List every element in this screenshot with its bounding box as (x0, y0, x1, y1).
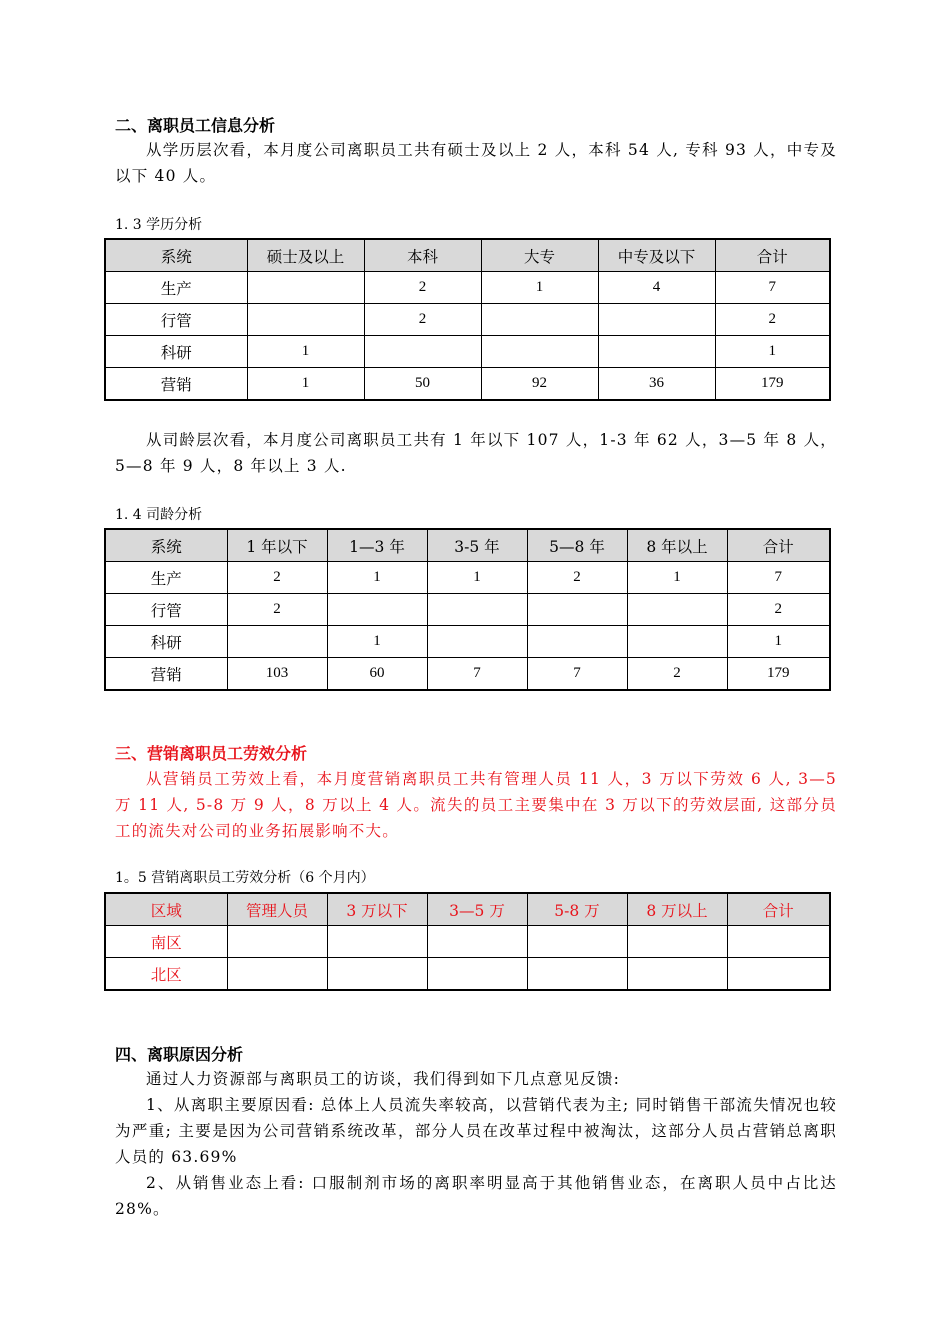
table1-caption: 1. 3 学历分析 (115, 217, 203, 233)
table-cell (598, 336, 715, 368)
header-cell: 本科 (364, 239, 481, 272)
table-cell: 1 (247, 368, 364, 401)
header-cell: 系统 (105, 529, 227, 562)
table-cell: 2 (364, 272, 481, 304)
table-cell (727, 926, 830, 958)
table-cell (247, 272, 364, 304)
table-cell: 1 (627, 562, 727, 594)
table-cell (427, 926, 527, 958)
table-header-row (105, 239, 830, 272)
table-cell (527, 926, 627, 958)
header-cell: 3—5 万 (427, 893, 527, 926)
table-cell: 1 (327, 562, 427, 594)
section4-heading: 四、离职原因分析 (115, 1045, 244, 1064)
table-cell: 36 (598, 368, 715, 401)
header-cell: 系统 (105, 239, 247, 272)
section2-paragraph-tenure: 从司龄层次看，本月度公司离职员工共有 1 年以下 107 人，1-3 年 62 人，3—5 年 8 人，5—8 年 9 人，8 年以上 3 人. (115, 431, 837, 475)
table-cell (227, 926, 327, 958)
table-row (105, 958, 830, 991)
table-row (105, 594, 830, 626)
row-label: 营销 (105, 658, 227, 691)
table-cell (227, 626, 327, 658)
table-cell (227, 958, 327, 991)
row-label: 南区 (105, 926, 227, 958)
table-row (105, 562, 830, 594)
table-cell: 2 (715, 304, 830, 336)
table-cell: 7 (427, 658, 527, 691)
row-label: 行管 (105, 594, 227, 626)
table-header-row (105, 893, 830, 926)
table-cell (327, 958, 427, 991)
table-cell (527, 958, 627, 991)
table-cell (427, 594, 527, 626)
table-cell: 1 (481, 272, 598, 304)
table-cell: 50 (364, 368, 481, 401)
table-cell: 4 (598, 272, 715, 304)
table-cell: 2 (527, 562, 627, 594)
table-cell: 2 (227, 594, 327, 626)
table-row (105, 336, 830, 368)
header-cell: 中专及以下 (598, 239, 715, 272)
table-row (105, 658, 830, 691)
header-cell: 合计 (727, 893, 830, 926)
table-cell (364, 336, 481, 368)
row-label: 北区 (105, 958, 227, 991)
table-cell (627, 958, 727, 991)
table-cell: 1 (727, 626, 830, 658)
section2-heading: 二、离职员工信息分析 (115, 116, 276, 135)
table-cell: 1 (715, 336, 830, 368)
table-cell (481, 336, 598, 368)
table-cell (481, 304, 598, 336)
table-cell: 1 (247, 336, 364, 368)
row-label: 科研 (105, 626, 227, 658)
table-cell: 179 (727, 658, 830, 691)
table-cell: 7 (715, 272, 830, 304)
row-label: 行管 (105, 304, 247, 336)
table-cell (598, 304, 715, 336)
table-cell: 1 (427, 562, 527, 594)
table-cell: 2 (627, 658, 727, 691)
header-cell: 区域 (105, 893, 227, 926)
table-cell (727, 958, 830, 991)
table-row (105, 304, 830, 336)
row-label: 营销 (105, 368, 247, 401)
section2-paragraph-education: 从学历层次看，本月度公司离职员工共有硕士及以上 2 人，本科 54 人, 专科 93 人，中专及以下 40 人。 (115, 141, 837, 185)
table-cell: 179 (715, 368, 830, 401)
header-cell: 5-8 万 (527, 893, 627, 926)
header-cell: 大专 (481, 239, 598, 272)
table-cell: 103 (227, 658, 327, 691)
header-cell: 硕士及以上 (247, 239, 364, 272)
section4-paragraph-reason2: 2、从销售业态上看: 口服制剂市场的离职率明显高于其他销售业态，在离职人员中占比达 28%。 (115, 1174, 837, 1218)
tenure-table (104, 528, 831, 691)
table-header-row (105, 529, 830, 562)
table-cell: 7 (727, 562, 830, 594)
row-label: 生产 (105, 272, 247, 304)
table2-caption: 1. 4 司龄分析 (115, 507, 203, 523)
header-cell: 管理人员 (227, 893, 327, 926)
sales-efficiency-table (104, 892, 831, 991)
header-cell: 8 年以上 (627, 529, 727, 562)
table3-caption: 1。5 营销离职员工劳效分析（6 个月内） (115, 870, 375, 886)
table-cell: 1 (327, 626, 427, 658)
section4-paragraph-reason1: 1、从离职主要原因看: 总体上人员流失率较高，以营销代表为主; 同时销售干部流失情况也较为严重; 主要是因为公司营销系统改革，部分人员在改革过程中被淘汰，这部分人员占营销总离职人员的 63.69% (115, 1096, 837, 1166)
header-cell: 1—3 年 (327, 529, 427, 562)
table-cell: 60 (327, 658, 427, 691)
table-cell (627, 594, 727, 626)
table-cell (627, 626, 727, 658)
header-cell: 合计 (715, 239, 830, 272)
section3-heading: 三、营销离职员工劳效分析 (115, 744, 308, 763)
table-row (105, 626, 830, 658)
header-cell: 8 万以上 (627, 893, 727, 926)
table-cell (327, 926, 427, 958)
table-cell (327, 594, 427, 626)
header-cell: 3 万以下 (327, 893, 427, 926)
table-row (105, 272, 830, 304)
header-cell: 5—8 年 (527, 529, 627, 562)
table-row (105, 368, 830, 401)
header-cell: 3-5 年 (427, 529, 527, 562)
education-table (104, 238, 831, 401)
table-row (105, 926, 830, 958)
table-cell (527, 594, 627, 626)
header-cell: 1 年以下 (227, 529, 327, 562)
table-cell: 92 (481, 368, 598, 401)
table-cell (527, 626, 627, 658)
table-cell (427, 958, 527, 991)
table-cell: 2 (364, 304, 481, 336)
table-cell: 2 (227, 562, 327, 594)
table-cell: 7 (527, 658, 627, 691)
table-cell (627, 926, 727, 958)
section3-paragraph: 从营销员工劳效上看，本月度营销离职员工共有管理人员 11 人，3 万以下劳效 6 人, 3—5 万 11 人, 5-8 万 9 人，8 万以上 4 人。流失的员工主要集中在 3 万以下的劳效层面, 这部分员工的流失对公司的业务拓展影响不大。 (115, 770, 837, 840)
row-label: 生产 (105, 562, 227, 594)
row-label: 科研 (105, 336, 247, 368)
table-cell (247, 304, 364, 336)
table-cell (427, 626, 527, 658)
section4-paragraph-intro: 通过人力资源部与离职员工的访谈，我们得到如下几点意见反馈: (146, 1070, 621, 1088)
header-cell: 合计 (727, 529, 830, 562)
table-cell: 2 (727, 594, 830, 626)
